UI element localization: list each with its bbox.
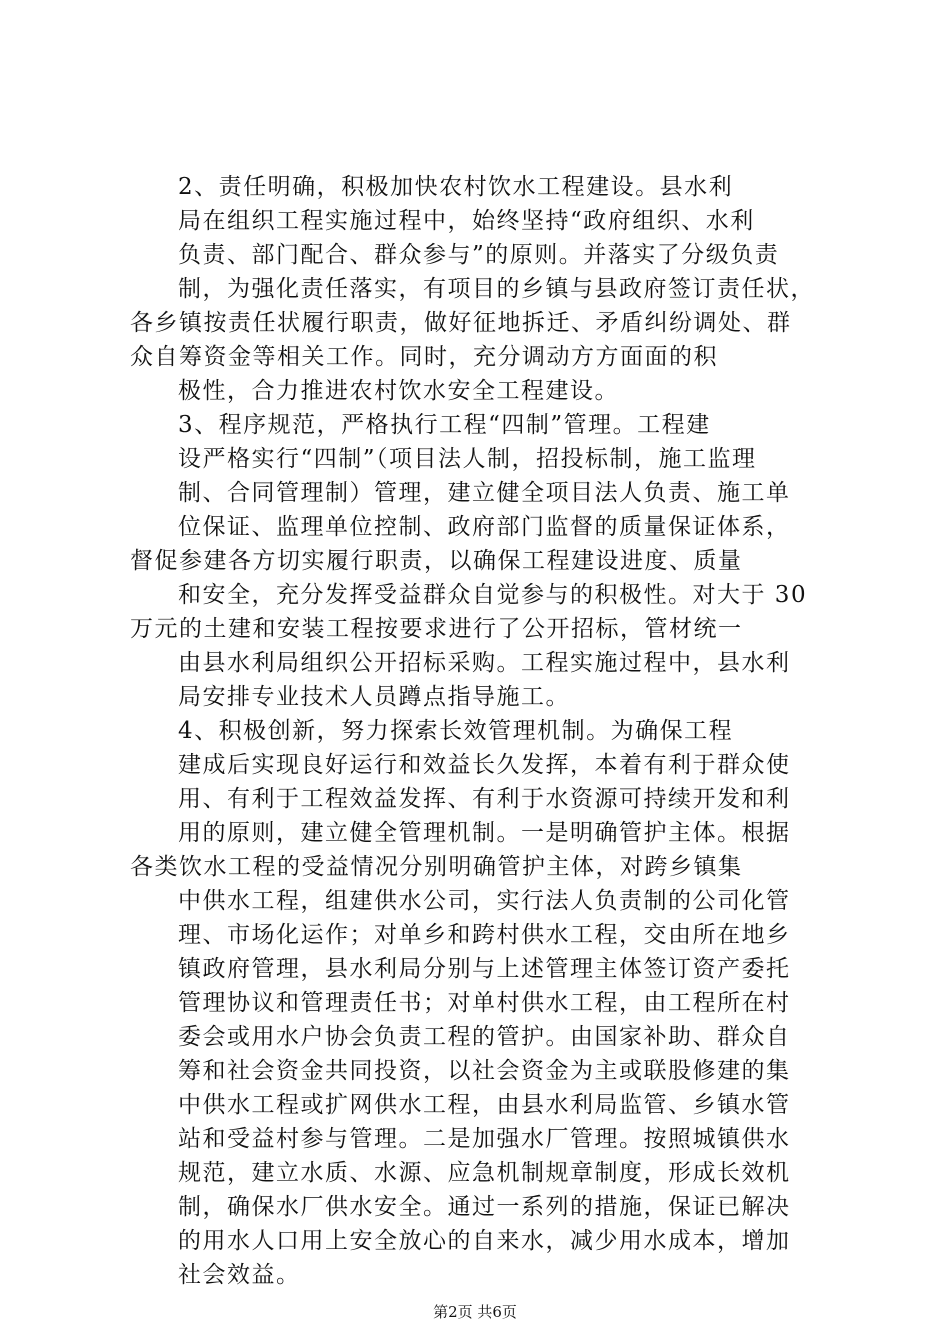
text-line: 4、积极创新，努力探索长效管理机制。为确保工程 xyxy=(178,718,734,744)
text-line: 用的原则，建立健全管理机制。一是明确管护主体。根据 xyxy=(178,820,791,846)
text-line: 各类饮水工程的受益情况分别明确管护主体，对跨乡镇集 xyxy=(130,854,743,880)
text-line: 镇政府管理，县水利局分别与上述管理主体签订资产委托 xyxy=(178,956,791,982)
text-line: 各乡镇按责任状履行职责，做好征地拆迁、矛盾纠纷调处、群 xyxy=(130,310,792,336)
text-line: 的用水人口用上安全放心的自来水，减少用水成本，增加 xyxy=(178,1228,791,1254)
text-line: 局在组织工程实施过程中，始终坚持“政府组织、水利 xyxy=(178,208,755,234)
text-line: 规范，建立水质、水源、应急机制规章制度，形成长效机 xyxy=(178,1160,791,1186)
text-line: 万元的土建和安装工程按要求进行了公开招标，管材统一 xyxy=(130,616,743,642)
text-line: 建成后实现良好运行和效益长久发挥，本着有利于群众使 xyxy=(178,752,791,778)
text-line: 中供水工程或扩网供水工程，由县水利局监管、乡镇水管 xyxy=(178,1092,791,1118)
text-line: 委会或用水户协会负责工程的管护。由国家补助、群众自 xyxy=(178,1024,791,1050)
text-line: 负责、部门配合、群众参与”的原则。并落实了分级负责 xyxy=(178,242,780,268)
text-line: 局安排专业技术人员蹲点指导施工。 xyxy=(178,684,570,710)
text-line: 社会效益。 xyxy=(178,1262,301,1288)
text-line: 极性，合力推进农村饮水安全工程建设。 xyxy=(178,378,619,404)
text-line: 制，为强化责任落实，有项目的乡镇与县政府签订责任状， xyxy=(178,276,815,302)
page-footer: 第2页 共6页 xyxy=(433,1303,517,1321)
text-line: 2、责任明确，积极加快农村饮水工程建设。县水利 xyxy=(178,174,734,200)
text-line: 制、合同管理制）管理，建立健全项目法人负责、施工单 xyxy=(178,480,791,506)
text-line: 众自筹资金等相关工作。同时，充分调动方方面面的积 xyxy=(130,344,718,370)
text-line: 和安全，充分发挥受益群众自觉参与的积极性。对大于 30 xyxy=(178,582,808,608)
text-line: 位保证、监理单位控制、政府部门监督的质量保证体系， xyxy=(178,514,791,540)
text-line: 站和受益村参与管理。二是加强水厂管理。按照城镇供水 xyxy=(178,1126,791,1152)
text-line: 理、市场化运作；对单乡和跨村供水工程，交由所在地乡 xyxy=(178,922,791,948)
text-line: 制，确保水厂供水安全。通过一系列的措施，保证已解决 xyxy=(178,1194,791,1220)
text-line: 中供水工程，组建供水公司，实行法人负责制的公司化管 xyxy=(178,888,791,914)
text-line: 督促参建各方切实履行职责，以确保工程建设进度、质量 xyxy=(130,548,743,574)
text-line: 设严格实行“四制”（项目法人制，招投标制，施工监理 xyxy=(178,446,757,472)
text-line: 3、程序规范，严格执行工程“四制”管理。工程建 xyxy=(178,412,711,438)
text-line: 筹和社会资金共同投资，以社会资金为主或联股修建的集 xyxy=(178,1058,791,1084)
text-line: 用、有利于工程效益发挥、有利于水资源可持续开发和利 xyxy=(178,786,791,812)
text-line: 由县水利局组织公开招标采购。工程实施过程中，县水利 xyxy=(178,650,791,676)
text-line: 管理协议和管理责任书；对单村供水工程，由工程所在村 xyxy=(178,990,791,1016)
